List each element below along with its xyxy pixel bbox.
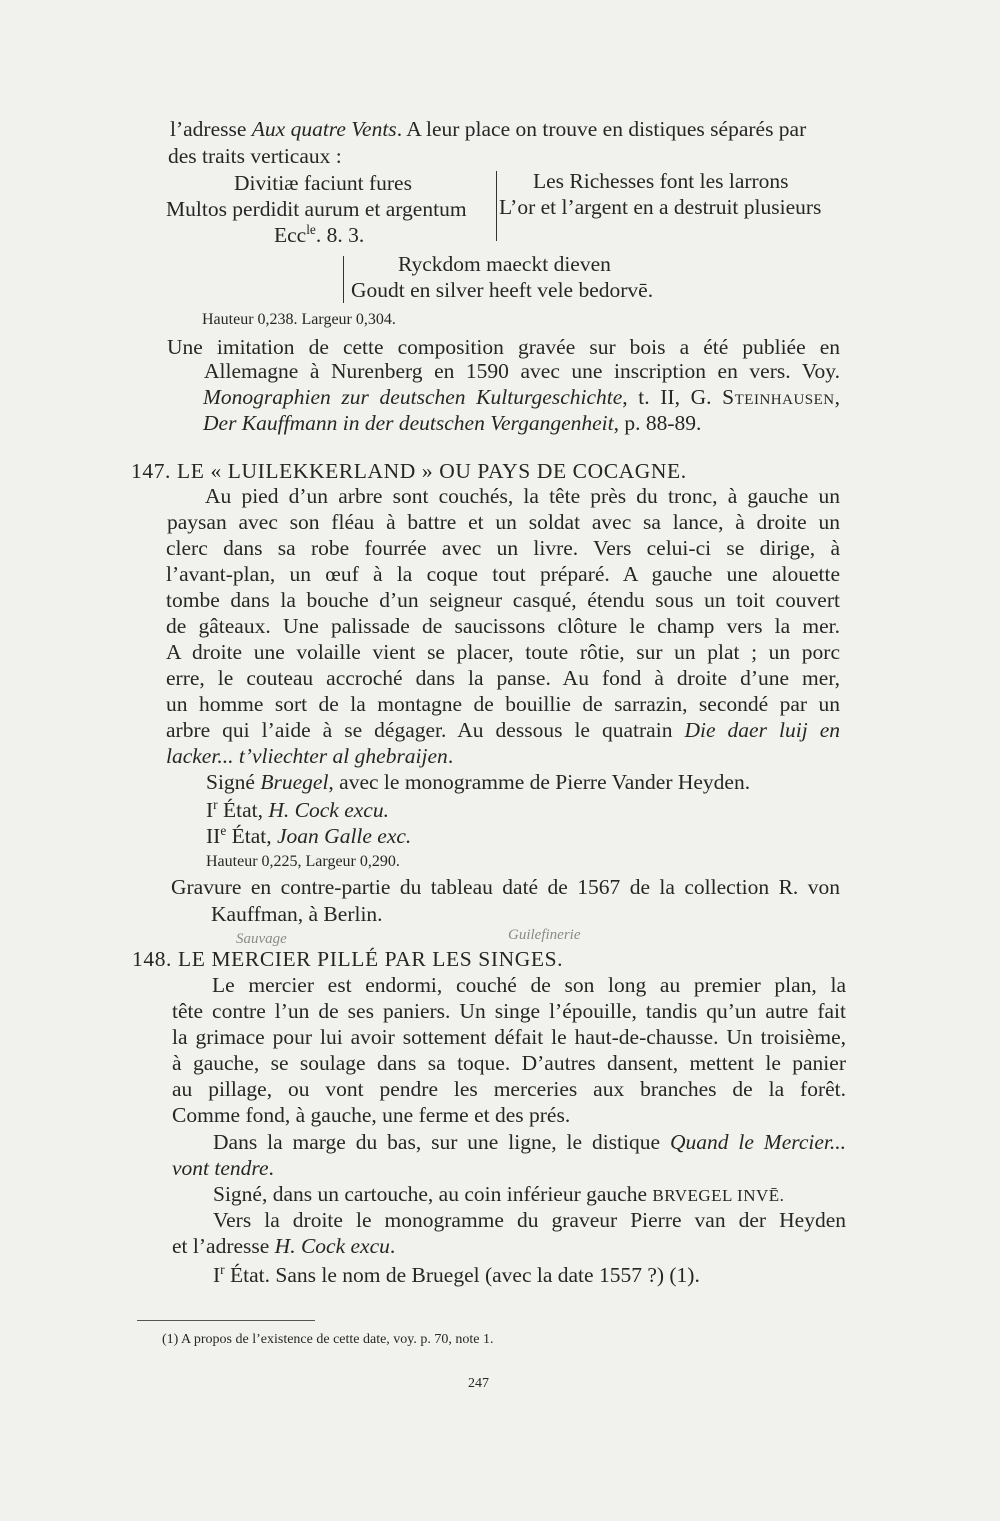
pencil-annotation-right: Guilefinerie: [508, 927, 581, 943]
marge-text: Dans la marge du bas, sur une ligne, le distique: [213, 1130, 670, 1154]
distich-incipit: Quand le Mercier...: [669, 1130, 846, 1154]
entry-148-line-1: Le mercier est endormi, couché de son long au premier plan, la: [212, 973, 846, 997]
entry-147-line-2: paysan avec son fléau à battre et un soldat avec sa lance, à droite un: [167, 510, 840, 534]
entry-147-text: arbre qui l’aide à se dégager. Au dessous le quatrain: [166, 718, 685, 742]
monograph-title: Monographien zur deutschen Kulturgeschichte: [203, 385, 623, 409]
entry-148-line-4: à gauche, se soulage dans sa toque. D’autres dansent, mettent le panier: [172, 1051, 846, 1075]
entry-147-gravure-1: Gravure en contre-partie du tableau daté de 1567 de la collection R. von: [171, 875, 840, 899]
entry-147-heading: 147. LE « LUILEKKERLAND » OU PAYS DE COCAGNE.: [131, 459, 687, 483]
entry-148-marge: [213, 1129, 846, 1155]
entry-147-line-7: A droite une volaille vient se placer, toute rôtie, sur un plat ; un porc: [166, 640, 840, 664]
entry-147-line-10: [166, 717, 840, 743]
quatrain-explicit: lacker... t’vliechter al ghebraijen: [166, 744, 448, 768]
entry-148-heading: 148. LE MERCIER PILLÉ PAR LES SINGES.: [132, 947, 564, 971]
entry-148-state-1: [213, 1262, 700, 1288]
entry-147-line-4: l’avant-plan, un œuf à la coque tout préparé. A gauche une alouette: [166, 562, 840, 586]
distich-explicit: vont tendre: [172, 1156, 269, 1180]
entry-148-line-2: tête contre l’un de ses paniers. Un singe l’épouille, tandis qu’un autre fait: [172, 999, 846, 1023]
entry-147-line-3: clerc dans sa robe fourrée avec un livre. Vers celui-ci se dirige, à: [166, 536, 840, 560]
imitation-text: , t. II, G.: [622, 385, 723, 409]
intro-address: Aux quatre Vents: [251, 117, 397, 141]
quatrain-incipit: Die daer luij en: [684, 718, 840, 742]
page-reference: , p. 88-89.: [613, 411, 702, 435]
entry-148-line-6: Comme fond, à gauche, une ferme et des prés.: [172, 1103, 571, 1127]
quatrain-period: .: [447, 744, 454, 768]
footnote: (1) A propos de l’existence de cette date, voy. p. 70, note 1.: [162, 1332, 494, 1347]
state-number: I: [213, 1263, 221, 1287]
state-sup: r: [220, 1261, 225, 1277]
book-title: Der Kauffmann in der deutschen Vergangenheit: [203, 411, 614, 435]
intro-line-1: [170, 116, 806, 142]
reference-sup: le: [306, 221, 316, 237]
address-period: .: [389, 1234, 396, 1258]
distich-latin-1: Divitiæ faciunt fures: [234, 171, 412, 195]
entry-147-line-1: Au pied d’un arbre sont couchés, la tête près du tronc, à gauche un: [205, 484, 840, 508]
entry-148-engraver-2: [172, 1233, 395, 1259]
address-label: et l’adresse: [172, 1234, 275, 1258]
imitation-line-3: [203, 384, 840, 410]
state-sup: r: [213, 796, 218, 812]
publisher-address: Joan Galle exc.: [277, 824, 412, 848]
reference-book: Ecc: [274, 223, 307, 247]
state-label: État,: [217, 798, 269, 822]
state-description: État. Sans le nom de Bruegel (avec la date 1557 ?) (1).: [224, 1263, 700, 1287]
imitation-comma: ,: [834, 385, 840, 409]
entry-147-line-11: [166, 743, 453, 769]
distich-flemish-2: Goudt en silver heeft vele bedorvē.: [351, 278, 654, 302]
entry-147-line-5: tombe dans la bouche d’un seigneur casqué, étendu sous un toit couvert: [166, 588, 840, 612]
entry-147-state-1: [206, 797, 389, 823]
entry-148-line-5: au pillage, ou vont pendre les merceries aux branches de la forêt.: [172, 1077, 846, 1101]
entry-147-line-9: un homme sort de la montagne de bouillie de sarrazin, secondé par un: [166, 692, 840, 716]
publisher-address: H. Cock excu: [274, 1234, 390, 1258]
cartouche-signature: BRVEGEL INVĒ.: [652, 1186, 785, 1205]
intro-text-rest: . A leur place on trouve en distiques séparés par: [396, 117, 807, 141]
signed-rest: , avec le monogramme de Pierre Vander Heyden.: [328, 770, 751, 794]
publisher-address: H. Cock excu.: [268, 798, 389, 822]
marge-period: .: [268, 1156, 274, 1180]
pencil-annotation-left: Sauvage: [236, 931, 287, 947]
distich-reference: [274, 222, 364, 248]
intro-text: l’adresse: [170, 117, 252, 141]
entry-147-signature: [206, 769, 750, 795]
distich-latin-2: Multos perdidit aurum et argentum: [166, 197, 467, 221]
state-number: I: [206, 798, 214, 822]
distich-french-2: L’or et l’argent en a destruit plusieurs: [499, 195, 822, 219]
imitation-line-2: Allemagne à Nurenberg en 1590 avec une inscription en vers. Voy.: [204, 359, 840, 383]
entry-147-line-8: erre, le couteau accroché dans la panse. Au fond à droite d’une mer,: [166, 666, 840, 690]
artist-name: Bruegel: [260, 770, 329, 794]
state-sup: e: [220, 822, 227, 838]
entry-148-line-3: la grimace pour lui avoir sottement défait le haut-de-chausse. Un troisième,: [172, 1025, 846, 1049]
reference-verse: . 8. 3.: [315, 223, 365, 247]
intro-line-2: des traits verticaux :: [168, 144, 342, 168]
imitation-line-4: [203, 410, 701, 436]
distich-french-1: Les Richesses font les larrons: [533, 169, 789, 193]
distich-flemish-divider: [343, 256, 344, 303]
entry-148-marge-end: [172, 1155, 274, 1181]
author-name: Steinhausen: [722, 385, 835, 409]
entry-147-dimensions: Hauteur 0,225, Largeur 0,290.: [206, 853, 400, 870]
entry-147-line-6: de gâteaux. Une palissade de saucissons clôture le champ vers la mer.: [166, 614, 840, 638]
entry-147-state-2: [206, 823, 411, 849]
entry-148-signature: [213, 1181, 784, 1209]
distich-divider: [496, 171, 497, 241]
signed-label: Signé: [206, 770, 261, 794]
state-number: II: [206, 824, 221, 848]
entry-148-engraver-1: Vers la droite le monogramme du graveur Pierre van der Heyden: [213, 1208, 846, 1232]
signed-label: Signé, dans un cartouche, au coin inférieur gauche: [213, 1182, 653, 1206]
state-label: État,: [226, 824, 277, 848]
dimensions: Hauteur 0,238. Largeur 0,304.: [202, 311, 396, 328]
entry-147-gravure-2: Kauffman, à Berlin.: [211, 902, 383, 926]
footnote-rule: [137, 1320, 315, 1321]
imitation-line-1: Une imitation de cette composition gravée sur bois a été publiée en: [167, 335, 840, 359]
page-number: 247: [468, 1376, 489, 1391]
distich-flemish-1: Ryckdom maeckt dieven: [398, 252, 611, 276]
